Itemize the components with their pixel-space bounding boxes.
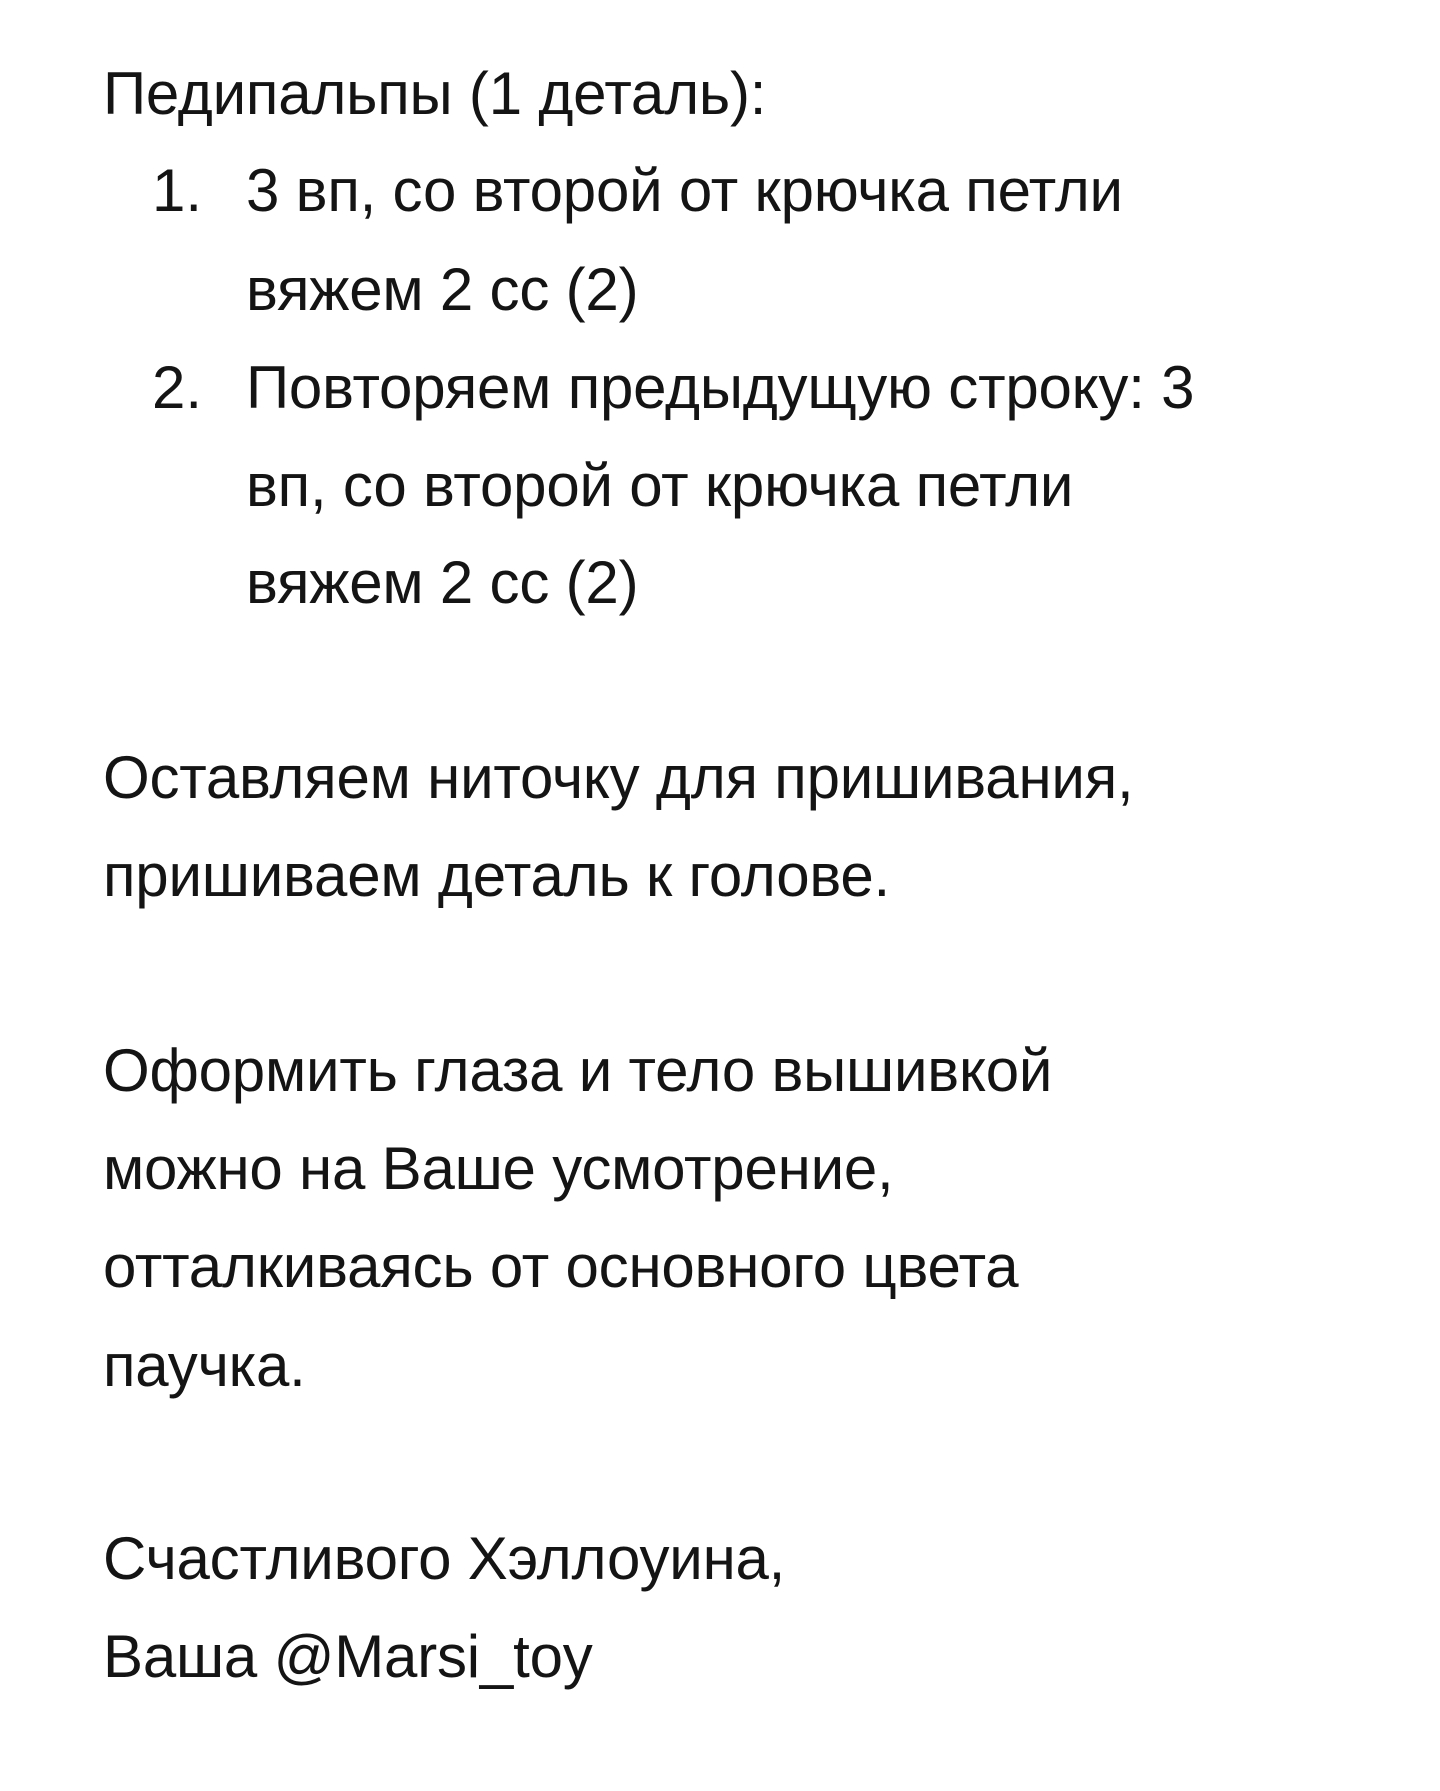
- paragraph-line: пришиваем деталь к голове.: [103, 842, 891, 909]
- step-number: 2.: [152, 354, 203, 421]
- step-text-line: вяжем 2 сс (2): [246, 549, 639, 616]
- paragraph-line: паучка.: [103, 1332, 306, 1399]
- paragraph-line: можно на Ваше усмотрение,: [103, 1135, 894, 1202]
- step-text-line: 3 вп, со второй от крючка петли: [246, 157, 1123, 224]
- signature-line: Ваша @Marsi_toy: [103, 1623, 593, 1690]
- paragraph-line: Оставляем ниточку для пришивания,: [103, 744, 1134, 811]
- step-text-line: вп, со второй от крючка петли: [246, 452, 1074, 519]
- heading: Педипальпы (1 деталь):: [103, 60, 767, 127]
- paragraph-line: отталкиваясь от основного цвета: [103, 1233, 1019, 1300]
- step-number: 1.: [152, 157, 203, 224]
- step-text-line: вяжем 2 сс (2): [246, 256, 639, 323]
- step-text-line: Повторяем предыдущую строку: 3: [246, 354, 1195, 421]
- paragraph-line: Оформить глаза и тело вышивкой: [103, 1037, 1053, 1104]
- signature-line: Счастливого Хэллоуина,: [103, 1525, 786, 1592]
